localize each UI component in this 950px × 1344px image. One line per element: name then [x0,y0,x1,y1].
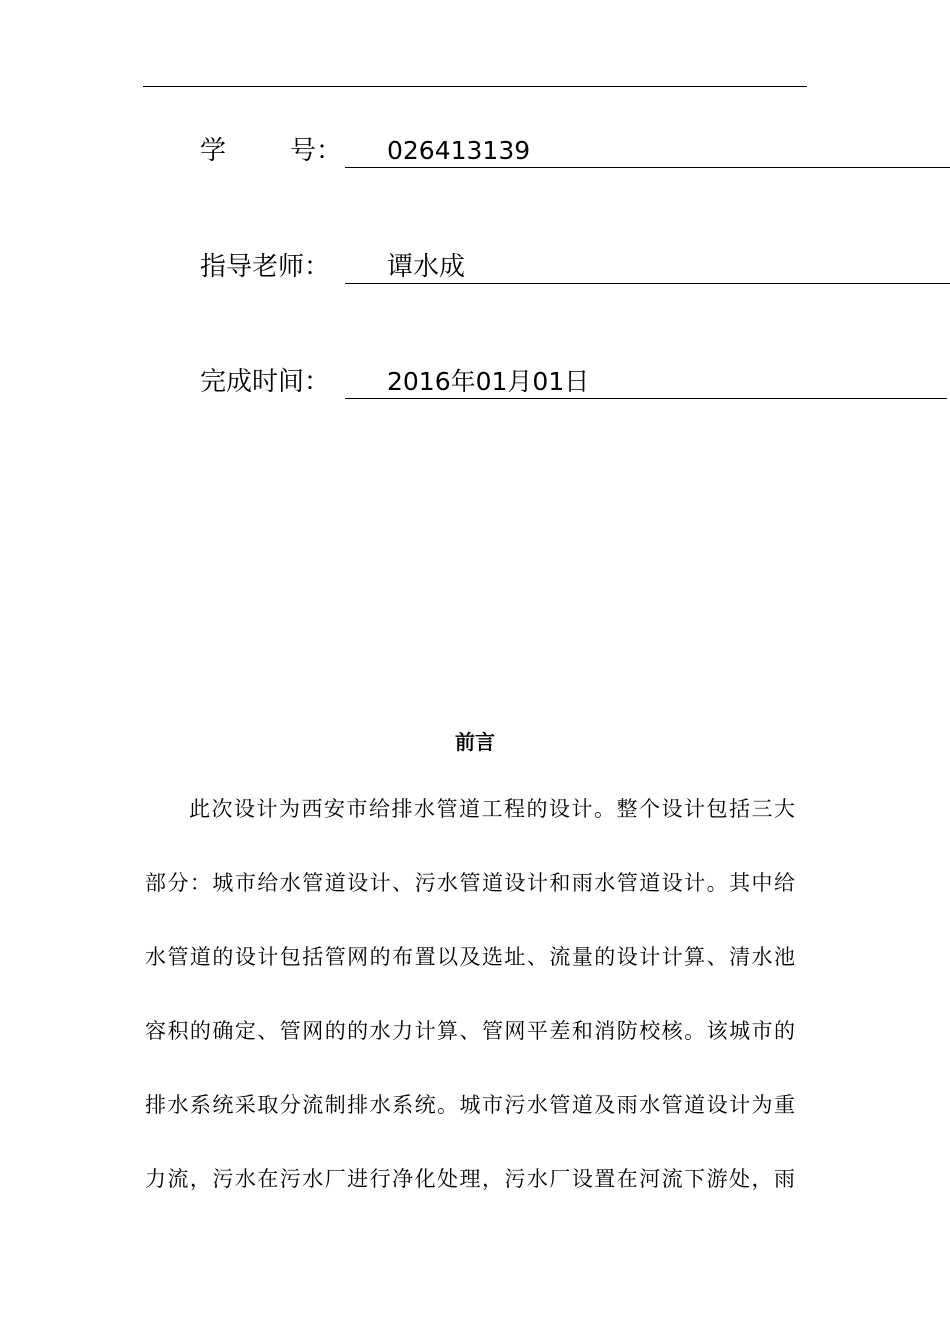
preface-line: 水管道的设计包括管网的布置以及选址、流量的设计计算、清水池 [145,945,795,969]
preface-line: 容积的确定、管网的的水力计算、管网平差和消防校核。该城市的 [145,1019,795,1043]
preface-body [145,791,795,1235]
advisor-value: 谭水成 [345,250,950,284]
completion-date-value: 2016年01月01日 [345,365,947,399]
preface-line: 部分：城市给水管道设计、污水管道设计和雨水管道设计。其中给 [145,871,795,895]
advisor-label: 指导老师： [200,252,331,282]
top-divider [143,86,807,87]
preface-line: 此次设计为西安市给排水管道工程的设计。整个设计包括三大 [189,797,795,821]
preface-title: 前言 [455,730,495,754]
student-id-value: 026413139 [345,134,950,168]
preface-line: 力流，污水在污水厂进行净化处理，污水厂设置在河流下游处，雨 [145,1167,795,1191]
preface-line: 排水系统采取分流制排水系统。城市污水管道及雨水管道设计为重 [145,1093,795,1117]
completion-date-label: 完成时间： [200,367,331,397]
